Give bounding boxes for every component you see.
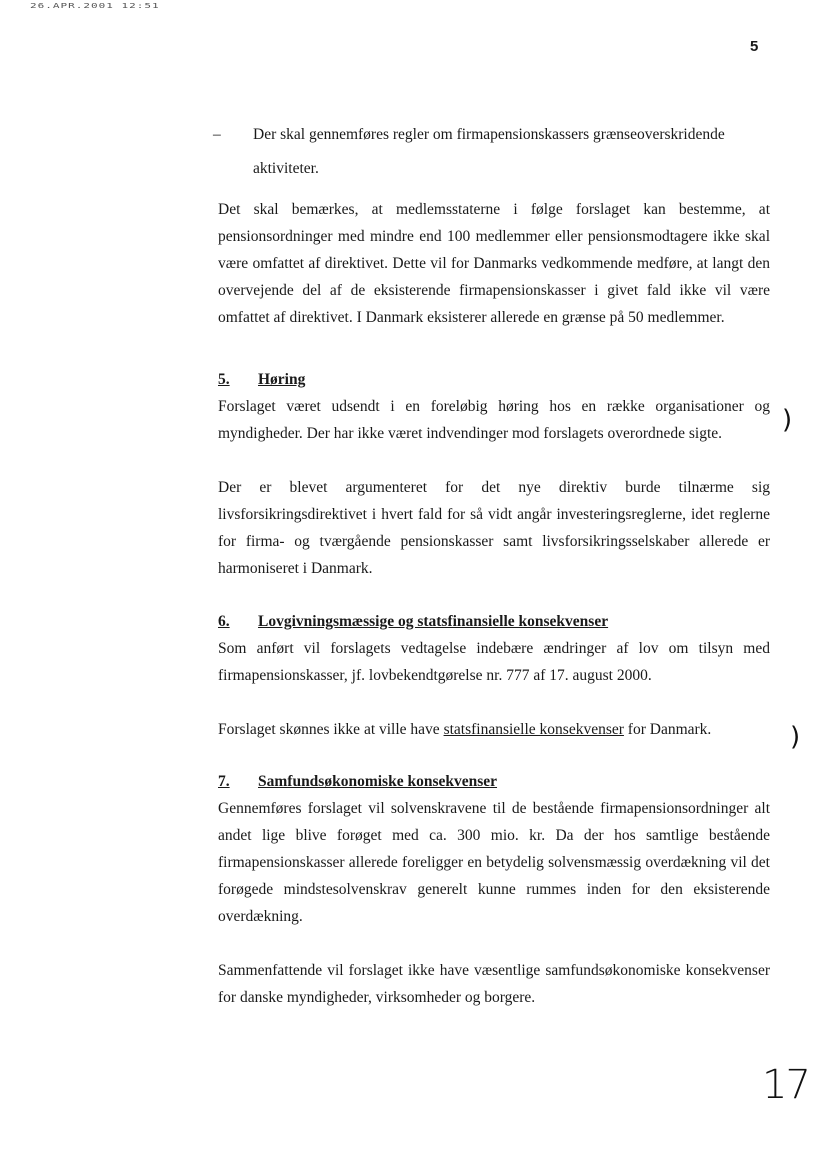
- fax-header-line: 26.APR.2001 12:51: [30, 2, 160, 10]
- margin-paren-mark: ): [790, 722, 801, 752]
- section-6-body-2-start: Forslaget skønnes ikke at ville have: [218, 721, 444, 738]
- section-5-number: 5.: [218, 371, 230, 388]
- section-5-body: Forslaget været udsendt i en foreløbig høring hos en række organisationer og myndigheder. Der har ikke været indvendinger mod forslagets overordnede sigte.: [218, 398, 770, 442]
- handwritten-page-number: 17: [762, 1062, 809, 1108]
- section-6-body-2: [218, 716, 770, 743]
- bullet-dash: –: [213, 126, 221, 143]
- margin-paren-mark: ): [782, 405, 793, 435]
- section-7-number: 7.: [218, 773, 230, 790]
- paragraph-members-threshold: Det skal bemærkes, at medlemsstaterne i følge forslaget kan bestemme, at pensionsordninger med mindre end 100 medlemmer eller pensionsmodtagere ikke skal være omfattet af direktivet. Dette vil for Danmarks vedkommende medføre, at langt den overvejende del af de eksisterende firmapensionskasser i givet fald ikke vil være omfattet af direktivet. I Danmark eksisterer allerede en grænse på 50 medlemmer.: [218, 201, 770, 326]
- section-6-heading: [218, 608, 770, 635]
- section-7-title: Samfundsøkonomiske konsekvenser: [258, 773, 498, 790]
- bullet-text: Der skal gennemføres regler om firmapensionskassers grænseoverskridende aktiviteter.: [253, 126, 725, 177]
- section-6-body-2-underlined: statsfinansielle konsekvenser: [443, 721, 624, 738]
- section-6: [218, 608, 770, 743]
- section-6-number: 6.: [218, 613, 230, 630]
- section-7-body: Gennemføres forslaget vil solvenskravene til de bestående firmapensionsordninger alt andet lige blive forøget med ca. 300 mio. kr. Da der hos samtlige bestående firmapensionskasser allerede foreligger en betydelig solvensmæssig overdækning vil det forøgede mindstesolvenskrav generelt kunne rummes inden for den eksisterende overdækning.: [218, 800, 770, 925]
- section-5: [218, 366, 770, 582]
- section-7-heading: [218, 768, 770, 795]
- page-number: 5: [750, 38, 759, 55]
- section-6-body-2-end: for Danmark.: [623, 721, 712, 738]
- section-5-heading: [218, 366, 770, 393]
- section-5-body-2: Der er blevet argumenteret for det nye direktiv burde tilnærme sig livsforsikringsdirektivet i hvert fald for så vidt angår investeringsreglerne, idet reglerne for firma- og tværgående pensionskasser samt livsforsikringsselskaber allerede er harmoniseret i Danmark.: [218, 479, 770, 577]
- section-7-body-2: Sammenfattende vil forslaget ikke have væsentlige samfundsøkonomiske konsekvenser for danske myndigheder, virksomheder og borgere.: [218, 962, 770, 1006]
- section-6-body: Som anført vil forslagets vedtagelse indebære ændringer af lov om tilsyn med firmapensionskasser, jf. lovbekendtgørelse nr. 777 af 17. august 2000.: [218, 640, 770, 684]
- section-5-title: Høring: [258, 371, 306, 388]
- section-6-title: Lovgivningsmæssige og statsfinansielle konsekvenser: [258, 613, 609, 630]
- bullet-item: [213, 118, 773, 186]
- section-7: [218, 768, 770, 1011]
